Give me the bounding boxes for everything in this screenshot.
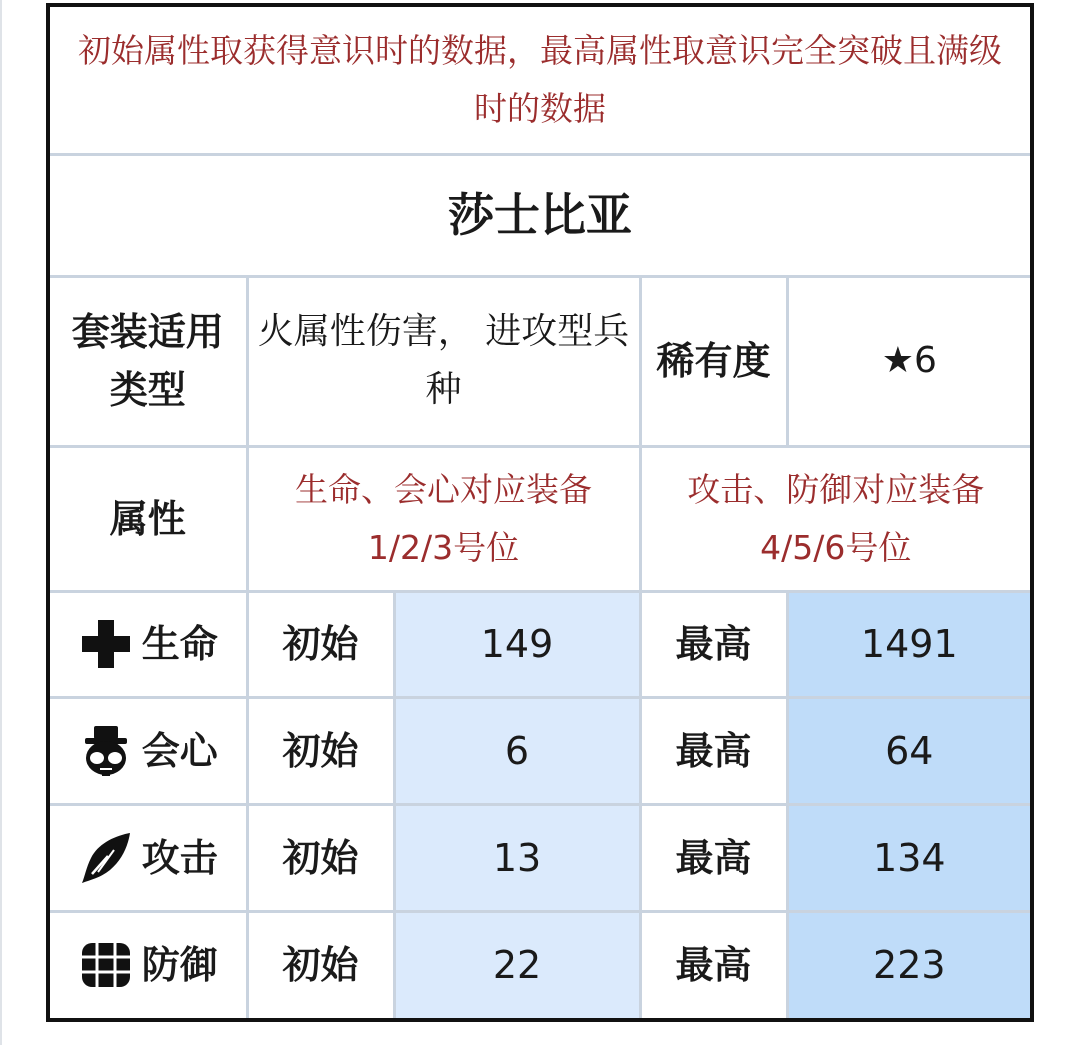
skull-crit-icon <box>78 723 134 779</box>
rarity-value: ★6 <box>787 276 1030 446</box>
stat-name <box>58 829 238 887</box>
attribute-group-1: 生命、会心对应装备1/2/3号位 <box>247 446 640 591</box>
attribute-label: 属性 <box>50 446 247 591</box>
stat-label: 攻击 <box>141 835 218 880</box>
max-value: 223 <box>787 911 1030 1018</box>
stat-row-defense <box>50 911 1030 1018</box>
min-label: 初始 <box>247 911 394 1018</box>
max-label: 最高 <box>640 697 787 804</box>
max-label: 最高 <box>640 911 787 1018</box>
rarity-label: 稀有度 <box>640 276 787 446</box>
stat-row-crit <box>50 697 1030 804</box>
max-label: 最高 <box>640 804 787 911</box>
attribute-group-2: 攻击、防御对应装备4/5/6号位 <box>640 446 1030 591</box>
min-value: 22 <box>394 911 640 1018</box>
page-edge <box>0 0 2 1045</box>
stat-name <box>58 615 238 673</box>
armor-defense-icon <box>78 937 134 993</box>
stat-label: 防御 <box>141 943 218 988</box>
stat-row-attack <box>50 804 1030 911</box>
stat-row-health <box>50 591 1030 697</box>
note-text: 初始属性取获得意识时的数据，最高属性取意识完全突破且满级时的数据 <box>50 7 1030 154</box>
stat-name <box>58 936 238 994</box>
attribute-group-row <box>50 446 1030 591</box>
max-value: 64 <box>787 697 1030 804</box>
min-label: 初始 <box>247 591 394 697</box>
stat-name-cell <box>50 911 247 1018</box>
title-row <box>50 154 1030 276</box>
flame-attack-icon <box>78 830 134 886</box>
max-label: 最高 <box>640 591 787 697</box>
attribute-table <box>50 7 1030 1018</box>
min-value: 149 <box>394 591 640 697</box>
stat-name <box>58 722 238 780</box>
page-title: 莎士比亚 <box>50 154 1030 276</box>
stat-label: 会心 <box>141 728 218 773</box>
max-value: 134 <box>787 804 1030 911</box>
note-row <box>50 7 1030 154</box>
min-value: 13 <box>394 804 640 911</box>
max-value: 1491 <box>787 591 1030 697</box>
stat-name-cell <box>50 591 247 697</box>
suit-type-label: 套装适用类型 <box>50 276 247 446</box>
stat-label: 生命 <box>141 622 218 666</box>
health-cross-icon <box>78 616 134 672</box>
min-label: 初始 <box>247 697 394 804</box>
min-label: 初始 <box>247 804 394 911</box>
stat-name-cell <box>50 804 247 911</box>
min-value: 6 <box>394 697 640 804</box>
suit-type-value: 火属性伤害， 进攻型兵种 <box>247 276 640 446</box>
stat-name-cell <box>50 697 247 804</box>
info-row <box>50 276 1030 446</box>
attribute-card <box>46 3 1034 1022</box>
